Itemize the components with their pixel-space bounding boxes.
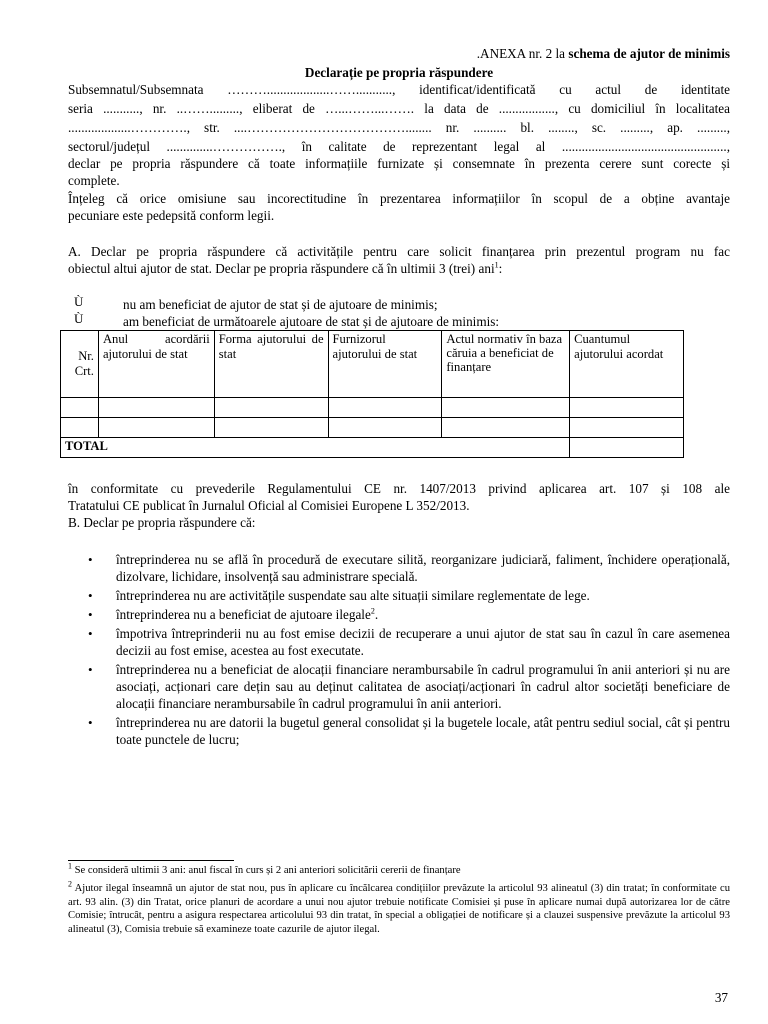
table-cell[interactable] <box>214 398 328 418</box>
table-cell[interactable] <box>570 418 684 438</box>
intro-line-3: ...................…………., str. ....………………………………........ nr. .......... bl. ........, sc. ........., ap. ........., <box>68 120 730 135</box>
section-b-list <box>88 551 730 748</box>
bullet-icon: • <box>88 607 93 622</box>
list-item-text: împotriva întreprinderii nu au fost emise decizii de recuperare a unui ajutor de stat sau în cazul în care asemenea decizii au fost emise, acestea au fost executate. <box>116 626 730 658</box>
aid-table <box>60 330 684 458</box>
option-received-aid: am beneficiat de următoarele ajutoare de stat și de ajutoare de minimis: <box>123 314 500 329</box>
table-header-row <box>61 331 684 398</box>
intro-line-8: pecuniare este pedepsită conform legii. <box>68 208 275 223</box>
table-cell[interactable] <box>214 418 328 438</box>
footnote-2 <box>68 879 730 936</box>
list-item <box>88 606 730 623</box>
table-cell[interactable] <box>61 398 99 418</box>
list-item-text: întreprinderea nu a beneficiat de alocații financiare nerambursabile în cadrul programului în anii anteriori și nu are asociați, acționari care dețin sau au deținut calitatea de asociați/acționari în cadrul altor societăți beneficiare de alocații financiare nerambursabile în cadrul programului în anii anteriori. <box>116 662 730 711</box>
col-header-nr: Nr. Crt. <box>61 331 99 398</box>
list-item <box>88 661 730 712</box>
col-header-provider: Furnizorul ajutorului de stat <box>328 331 442 398</box>
list-item-text: întreprinderea nu are datorii la bugetul general consolidat și la bugetele locale, atât pentru sediul social, cât și pentru toate punctele de lucru; <box>116 715 730 747</box>
table-cell[interactable] <box>328 418 442 438</box>
checkbox-icon[interactable]: Ù <box>74 311 84 326</box>
intro-line-2: seria ..........., nr. ..……........., eliberat de …...……...……. la data de ................., cu domiciliul în localitatea <box>68 101 730 116</box>
col-header-year: Anul acordării ajutorului de stat <box>98 331 214 398</box>
table-cell[interactable] <box>328 398 442 418</box>
table-cell[interactable] <box>61 418 99 438</box>
col-header-amount: Cuantumul ajutorului acordat <box>570 331 684 398</box>
table-cell[interactable] <box>98 398 214 418</box>
list-item <box>88 714 730 748</box>
table-cell[interactable] <box>442 398 570 418</box>
list-item-text: întreprinderea nu se află în procedură de executare silită, reorganizare judiciară, faliment, închidere operațională, dizolvare, lichidare, insolvență sau administrare specială. <box>116 552 730 584</box>
bullet-icon: • <box>88 588 93 603</box>
bullet-icon: • <box>88 715 93 730</box>
total-amount-cell[interactable] <box>570 438 684 458</box>
total-label: TOTAL <box>61 438 570 458</box>
table-cell[interactable] <box>98 418 214 438</box>
annex-reference <box>477 46 730 62</box>
table-row <box>61 418 684 438</box>
section-b-heading: B. Declar pe propria răspundere că: <box>68 515 256 530</box>
footnote-1 <box>68 861 730 878</box>
page-number: 37 <box>714 990 728 1005</box>
bullet-icon: • <box>88 552 93 567</box>
col-header-form: Forma ajutorului de stat <box>214 331 328 398</box>
annex-scheme-name: schema de ajutor de minimis <box>568 46 730 61</box>
section-a-line-1: A. Declar pe propria răspundere că activitățile pentru care solicit finanțarea prin prezentul program nu fac <box>68 244 730 259</box>
section-a-line-2-text: obiectul altui ajutor de stat. Declar pe propria răspundere că în ultimii 3 (trei) ani <box>68 261 495 276</box>
section-a-line-2-end: : <box>498 261 503 276</box>
intro-line-7: Înțeleg că orice omisiune sau incorectitudine în prezentarea informațiilor în scopul de a obține avantaje <box>68 191 730 206</box>
intro-line-6: complete. <box>68 173 120 188</box>
col-header-legal-act: Actul normativ în baza căruia a beneficiat de finanțare <box>442 331 570 398</box>
list-item-text: întreprinderea nu are activitățile suspendate sau alte situații similare reglementate de lege. <box>116 588 590 603</box>
checkbox-icon[interactable]: Ù <box>74 294 84 309</box>
list-item <box>88 551 730 585</box>
table-cell[interactable] <box>442 418 570 438</box>
list-item-text-end: . <box>374 607 379 622</box>
intro-line-5: declar pe propria răspundere că toate informațiile furnizate și consemnate în prezenta cerere sunt corecte și <box>68 156 730 171</box>
footnote-2-number: 2 <box>68 879 72 889</box>
intro-line-4: sectorul/județul ..............……………., în calitate de reprezentant legal al .................................................., <box>68 139 730 154</box>
document-title: Declarație pe propria răspundere <box>304 65 494 80</box>
regulation-line-1: în conformitate cu prevederile Regulamentului CE nr. 1407/2013 privind aplicarea art. 107 și 108 ale <box>68 481 730 496</box>
list-item <box>88 625 730 659</box>
list-item <box>88 587 730 604</box>
section-a-line-2 <box>68 260 730 277</box>
intro-line-1: Subsemnatul/Subsemnata ………...................……..........., identificat/identificată cu actul de identitate <box>68 82 730 97</box>
footnote-1-number: 1 <box>68 861 72 871</box>
footnote-ref-1: 1 <box>494 260 499 270</box>
footnote-2-text: Ajutor ilegal înseamnă un ajutor de stat nou, pus în aplicare cu încălcarea condițiilor prevăzute la articolul 93 alineatul (3) din tratat; în conformitate cu art. 93 alin. (3) din Tratat, orice planuri de acordare a unui nou ajutor trebuie notificate Comisiei și puse în aplicare numai după autorizarea lor de către Comisie; întrucât, pentru a asigura respectarea articolului 93 din tratat, în special a obligației de notificare și a clauzei suspensive prevăzute la articolul 93 alineatul (3), Comisia trebuie să examineze toate cazurile de ajutor ilegal. <box>68 883 730 935</box>
bullet-icon: • <box>88 662 93 677</box>
option-no-aid: nu am beneficiat de ajutor de stat și de ajutoare de minimis; <box>123 297 438 312</box>
bullet-icon: • <box>88 626 93 641</box>
table-row <box>61 398 684 418</box>
table-total-row <box>61 438 684 458</box>
list-item-text-main: întreprinderea nu a beneficiat de ajutoare ilegale <box>116 607 371 622</box>
list-item-text <box>116 606 730 623</box>
footnote-ref-2: 2 <box>370 606 375 616</box>
footnote-1-text: Se consideră ultimii 3 ani: anul fiscal în curs și 2 ani anteriori solicitării cererii de finanțare <box>72 865 461 876</box>
footnote-separator <box>68 860 234 861</box>
annex-prefix: .ANEXA nr. 2 la <box>476 46 569 61</box>
regulation-line-2: Tratatului CE publicat în Jurnalul Oficial al Comisiei Europene L 352/2013. <box>68 498 470 513</box>
table-cell[interactable] <box>570 398 684 418</box>
